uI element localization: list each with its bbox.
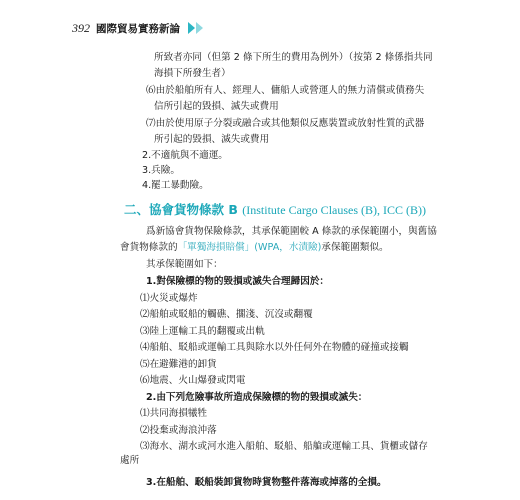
- list-c: 3.在船舶、駁船裝卸貨物時貨物整件落海或掉落的全損。: [146, 477, 387, 488]
- chevron-right-icon: [196, 22, 203, 34]
- page-number: 392: [72, 20, 90, 35]
- intro-line-2-pre: 會貨物條款的: [120, 241, 178, 253]
- section-heading: [124, 200, 426, 218]
- list-item: ⑶陸上運輸工具的翻覆或出軌: [140, 325, 265, 337]
- body-line: 所致者亦同（但第 2 條下所生的費用為例外）（按第 2 條係指共同: [154, 51, 433, 63]
- body-line: 3.兵險。: [142, 165, 180, 177]
- list-item: ⑴火災或爆炸: [140, 292, 198, 304]
- body-line: ⑹由於船舶所有人、經理人、傭船人或營運人的無力清償或債務失: [146, 84, 425, 96]
- body-line: 信所引起的毀損、滅失或費用: [154, 101, 279, 113]
- page-header: [72, 18, 204, 38]
- list-item: ⑹地震、火山爆發或閃電: [140, 375, 246, 387]
- intro-line-2-post: 承保範圍類似。: [321, 241, 389, 253]
- list-item: ⑶海水、湖水或河水進入船舶、駁船、船艙或運輸工具、貨櫃或儲存: [140, 441, 428, 453]
- list-item: 處所: [120, 455, 140, 467]
- intro-line-2: [120, 241, 389, 255]
- section-title-zh: 協會貨物條款 B: [149, 202, 243, 218]
- book-title: 國際貿易實務新論: [96, 22, 180, 35]
- list-a-heading: 1.對保險標的物的毀損或滅失合理歸因於：: [146, 275, 330, 287]
- list-item: ⑵船舶或駁船的觸礁、擱淺、沉沒或翻覆: [140, 308, 313, 320]
- body-line: 4.罷工暴動險。: [142, 180, 209, 192]
- list-item: ⑵投棄或海浪沖落: [140, 425, 217, 437]
- list-item: ⑸在避難港的卸貨: [140, 359, 217, 371]
- wpa-highlight: 「單獨海損賠償」(WPA，水漬險): [177, 241, 322, 253]
- body-line: ⑺由於使用原子分裂或融合或其他類似反應裝置或放射性質的武器: [146, 118, 425, 130]
- list-item: ⑴共同海損犧牲: [140, 408, 208, 420]
- chevron-decoration-icon: [188, 22, 204, 34]
- section-number: 二、: [124, 202, 150, 218]
- chevron-right-icon: [188, 22, 195, 34]
- intro-line-1: 爲新協會貨物保險條款，其承保範圍較 A 條款的承保範圍小，與舊協: [146, 225, 437, 237]
- section-title-en: (Institute Cargo Clauses (B), ICC (B)): [242, 203, 427, 218]
- list-item: ⑷船舶、駁船或運輸工具與除水以外任何外在物體的碰撞或接觸: [140, 342, 409, 354]
- intro-line-3: 其承保範圍如下：: [146, 258, 223, 270]
- list-b-heading: 2.由下列危險事故所造成保險標的物的毀損或滅失：: [146, 392, 368, 404]
- body-line: 2.不適航與不適運。: [142, 150, 228, 162]
- body-line: 海損下所發生者）: [154, 67, 231, 79]
- body-line: 所引起的毀損、滅失或費用: [154, 134, 270, 146]
